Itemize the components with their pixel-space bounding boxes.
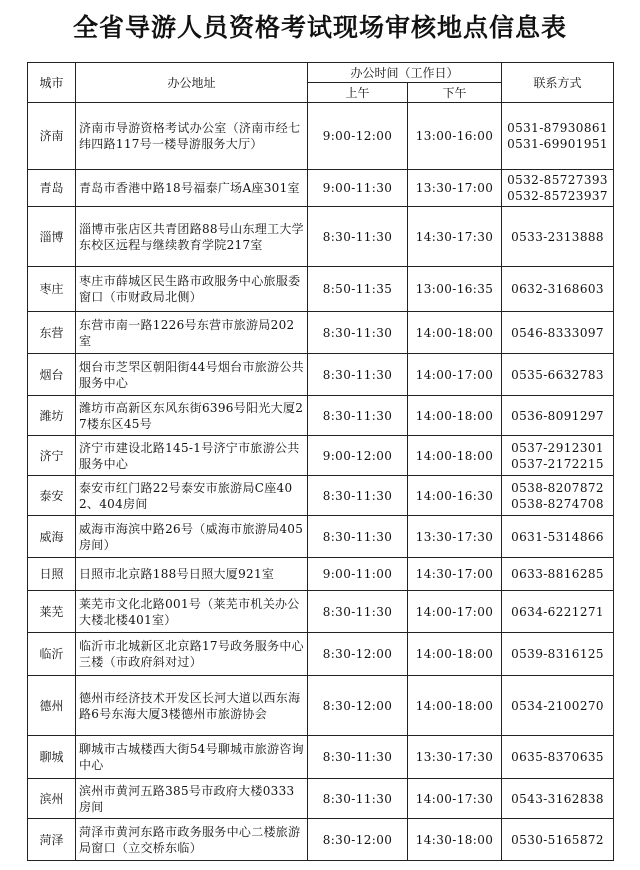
header-address: 办公地址 bbox=[76, 63, 308, 103]
address-cell: 莱芜市文化北路001号（莱芜市机关办公大楼北楼401室） bbox=[76, 591, 308, 633]
city-cell: 济宁 bbox=[28, 436, 76, 476]
city-cell: 聊城 bbox=[28, 736, 76, 779]
am-hours-cell: 8:30-12:00 bbox=[308, 633, 408, 676]
phone-cell bbox=[502, 558, 614, 591]
am-hours-cell: 9:00-12:00 bbox=[308, 436, 408, 476]
address-cell: 菏泽市黄河东路市政务服务中心二楼旅游局窗口（立交桥东临） bbox=[76, 819, 308, 861]
table-row bbox=[28, 396, 614, 436]
header-city: 城市 bbox=[28, 63, 76, 103]
city-cell: 莱芜 bbox=[28, 591, 76, 633]
phone-number: 0634-6221271 bbox=[511, 604, 604, 619]
am-hours-cell: 9:00-11:00 bbox=[308, 558, 408, 591]
city-cell: 滨州 bbox=[28, 779, 76, 819]
pm-hours-cell: 14:00-17:30 bbox=[408, 779, 502, 819]
pm-hours-cell: 14:00-18:00 bbox=[408, 436, 502, 476]
phone-number: 0546-8333097 bbox=[511, 325, 604, 340]
table-body bbox=[28, 103, 614, 861]
address-cell: 泰安市红门路22号泰安市旅游局C座402、404房间 bbox=[76, 476, 308, 516]
city-cell: 菏泽 bbox=[28, 819, 76, 861]
phone-number: 0539-8316125 bbox=[511, 647, 604, 661]
phone-cell bbox=[502, 170, 614, 207]
phone-number: 0538-8207872 bbox=[511, 480, 604, 495]
phone-cell bbox=[502, 476, 614, 516]
table-row bbox=[28, 207, 614, 267]
pm-hours-cell: 14:00-17:00 bbox=[408, 354, 502, 396]
pm-hours-cell: 14:30-17:30 bbox=[408, 207, 502, 267]
city-cell: 烟台 bbox=[28, 354, 76, 396]
city-cell: 东营 bbox=[28, 312, 76, 354]
table-row bbox=[28, 591, 614, 633]
table-row bbox=[28, 436, 614, 476]
table-row bbox=[28, 103, 614, 170]
phone-cell bbox=[502, 633, 614, 676]
address-cell: 日照市北京路188号日照大厦921室 bbox=[76, 558, 308, 591]
phone-number: 0533-2313888 bbox=[511, 229, 604, 244]
phone-number: 0538-8274708 bbox=[511, 496, 604, 511]
pm-hours-cell: 14:30-18:00 bbox=[408, 819, 502, 861]
address-cell: 滨州市黄河五路385号市政府大楼0333房间 bbox=[76, 779, 308, 819]
pm-hours-cell: 13:30-17:30 bbox=[408, 516, 502, 558]
phone-number: 0635-8370635 bbox=[511, 750, 604, 764]
header-row bbox=[28, 63, 614, 83]
am-hours-cell: 8:30-11:30 bbox=[308, 516, 408, 558]
phone-number: 0535-6632783 bbox=[511, 367, 604, 382]
pm-hours-cell: 13:00-16:35 bbox=[408, 267, 502, 312]
header-contact: 联系方式 bbox=[502, 63, 614, 103]
phone-number: 0534-2100270 bbox=[511, 698, 604, 713]
table-row bbox=[28, 476, 614, 516]
phone-number: 0632-3168603 bbox=[511, 282, 604, 296]
table-row bbox=[28, 354, 614, 396]
table-row bbox=[28, 676, 614, 736]
am-hours-cell: 8:30-11:30 bbox=[308, 591, 408, 633]
phone-cell bbox=[502, 436, 614, 476]
phone-cell bbox=[502, 207, 614, 267]
city-cell: 威海 bbox=[28, 516, 76, 558]
table-row bbox=[28, 736, 614, 779]
pm-hours-cell: 14:00-17:00 bbox=[408, 591, 502, 633]
table-row bbox=[28, 516, 614, 558]
address-cell: 德州市经济技术开发区长河大道以西东海路6号东海大厦3楼德州市旅游协会 bbox=[76, 676, 308, 736]
address-cell: 济宁市建设北路145-1号济宁市旅游公共服务中心 bbox=[76, 436, 308, 476]
phone-number: 0543-3162838 bbox=[511, 791, 604, 806]
phone-cell bbox=[502, 267, 614, 312]
table-row bbox=[28, 170, 614, 207]
phone-number: 0537-2912301 bbox=[511, 440, 604, 455]
am-hours-cell: 9:00-11:30 bbox=[308, 170, 408, 207]
header-hours: 办公时间（工作日） bbox=[308, 63, 502, 83]
phone-number: 0531-87930861 bbox=[507, 121, 608, 135]
address-cell: 淄博市张店区共青团路88号山东理工大学东校区远程与继续教育学院217室 bbox=[76, 207, 308, 267]
pm-hours-cell: 14:30-17:00 bbox=[408, 558, 502, 591]
pm-hours-cell: 14:00-18:00 bbox=[408, 676, 502, 736]
table-row bbox=[28, 312, 614, 354]
am-hours-cell: 8:30-11:30 bbox=[308, 207, 408, 267]
phone-cell bbox=[502, 103, 614, 170]
city-cell: 德州 bbox=[28, 676, 76, 736]
city-cell: 临沂 bbox=[28, 633, 76, 676]
phone-cell bbox=[502, 396, 614, 436]
address-cell: 烟台市芝罘区朝阳街44号烟台市旅游公共服务中心 bbox=[76, 354, 308, 396]
city-cell: 日照 bbox=[28, 558, 76, 591]
phone-cell bbox=[502, 591, 614, 633]
phone-cell bbox=[502, 819, 614, 861]
am-hours-cell: 8:30-11:30 bbox=[308, 476, 408, 516]
pm-hours-cell: 13:00-16:00 bbox=[408, 103, 502, 170]
phone-cell bbox=[502, 354, 614, 396]
phone-number: 0531-69901951 bbox=[507, 137, 608, 151]
phone-cell bbox=[502, 676, 614, 736]
table-row bbox=[28, 779, 614, 819]
table-row bbox=[28, 558, 614, 591]
am-hours-cell: 9:00-12:00 bbox=[308, 103, 408, 170]
pm-hours-cell: 13:30-17:30 bbox=[408, 736, 502, 779]
header-pm: 下午 bbox=[408, 83, 502, 103]
am-hours-cell: 8:50-11:35 bbox=[308, 267, 408, 312]
city-cell: 泰安 bbox=[28, 476, 76, 516]
am-hours-cell: 8:30-11:30 bbox=[308, 736, 408, 779]
am-hours-cell: 8:30-11:30 bbox=[308, 354, 408, 396]
phone-number: 0532-85723937 bbox=[507, 189, 608, 203]
table-row bbox=[28, 267, 614, 312]
pm-hours-cell: 14:00-18:00 bbox=[408, 312, 502, 354]
city-cell: 济南 bbox=[28, 103, 76, 170]
address-cell: 济南市导游资格考试办公室（济南市经七纬四路117号一楼导游服务大厅） bbox=[76, 103, 308, 170]
table-row bbox=[28, 633, 614, 676]
table-row bbox=[28, 819, 614, 861]
phone-cell bbox=[502, 779, 614, 819]
city-cell: 潍坊 bbox=[28, 396, 76, 436]
city-cell: 青岛 bbox=[28, 170, 76, 207]
pm-hours-cell: 13:30-17:00 bbox=[408, 170, 502, 207]
phone-number: 0530-5165872 bbox=[511, 832, 604, 847]
phone-number: 0631-5314866 bbox=[511, 529, 604, 544]
am-hours-cell: 8:30-12:00 bbox=[308, 676, 408, 736]
city-cell: 枣庄 bbox=[28, 267, 76, 312]
am-hours-cell: 8:30-11:30 bbox=[308, 396, 408, 436]
page-title: 全省导游人员资格考试现场审核地点信息表 bbox=[72, 13, 567, 42]
address-cell: 枣庄市薛城区民生路市政服务中心旅服委窗口（市财政局北侧） bbox=[76, 267, 308, 312]
phone-cell bbox=[502, 312, 614, 354]
address-cell: 青岛市香港中路18号福泰广场A座301室 bbox=[76, 170, 308, 207]
phone-number: 0532-85727393 bbox=[507, 173, 608, 187]
address-cell: 临沂市北城新区北京路17号政务服务中心三楼（市政府斜对过） bbox=[76, 633, 308, 676]
am-hours-cell: 8:30-11:30 bbox=[308, 312, 408, 354]
phone-number: 0537-2172215 bbox=[511, 456, 604, 471]
am-hours-cell: 8:30-11:30 bbox=[308, 779, 408, 819]
phone-number: 0536-8091297 bbox=[511, 408, 604, 423]
phone-cell bbox=[502, 516, 614, 558]
city-cell: 淄博 bbox=[28, 207, 76, 267]
address-cell: 东营市南一路1226号东营市旅游局202室 bbox=[76, 312, 308, 354]
info-table bbox=[27, 62, 614, 861]
am-hours-cell: 8:30-12:00 bbox=[308, 819, 408, 861]
address-cell: 潍坊市高新区东风东街6396号阳光大厦27楼东区45号 bbox=[76, 396, 308, 436]
address-cell: 聊城市古城楼西大街54号聊城市旅游咨询中心 bbox=[76, 736, 308, 779]
header-am: 上午 bbox=[308, 83, 408, 103]
pm-hours-cell: 14:00-18:00 bbox=[408, 633, 502, 676]
pm-hours-cell: 14:00-16:30 bbox=[408, 476, 502, 516]
phone-cell bbox=[502, 736, 614, 779]
phone-number: 0633-8816285 bbox=[511, 567, 604, 581]
pm-hours-cell: 14:00-18:00 bbox=[408, 396, 502, 436]
address-cell: 威海市海滨中路26号（威海市旅游局405房间） bbox=[76, 516, 308, 558]
